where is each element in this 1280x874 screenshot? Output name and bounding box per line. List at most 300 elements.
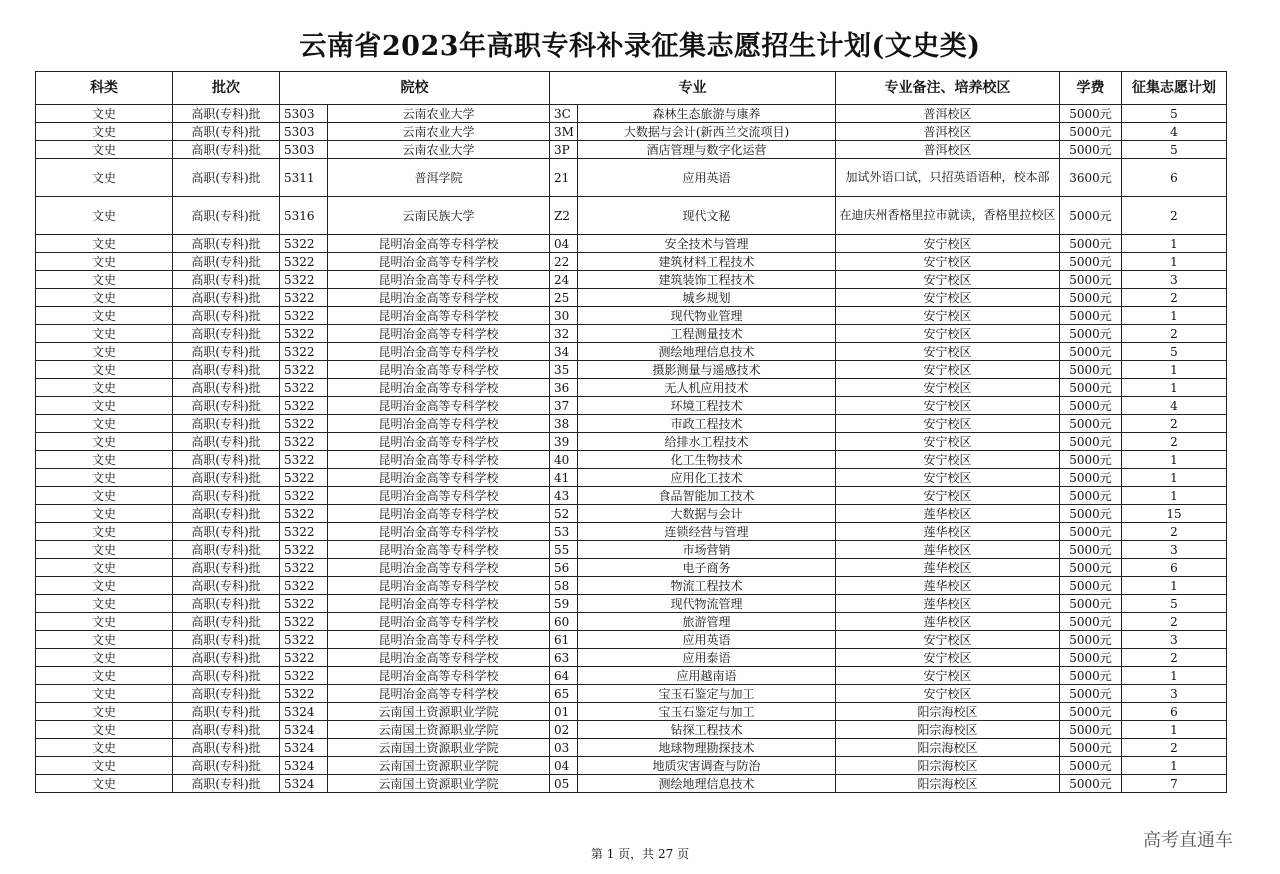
cell-plan: 1 [1122,379,1227,397]
cell-fee: 5000元 [1060,487,1122,505]
cell-fee: 5000元 [1060,757,1122,775]
cell-school: 昆明冶金高等专科学校 [328,631,550,649]
cell-fee: 5000元 [1060,631,1122,649]
cell-plan: 3 [1122,631,1227,649]
cell-major: 给排水工程技术 [578,433,836,451]
cell-plan: 1 [1122,577,1227,595]
cell-note: 安宁校区 [836,667,1060,685]
cell-category: 文史 [36,523,173,541]
cell-batch: 高职(专科)批 [173,523,280,541]
cell-major-code: 53 [550,523,578,541]
cell-fee: 5000元 [1060,397,1122,415]
cell-major-code: 52 [550,505,578,523]
table-row [36,469,1227,487]
cell-note: 安宁校区 [836,649,1060,667]
cell-fee: 5000元 [1060,105,1122,123]
cell-plan: 1 [1122,253,1227,271]
cell-note: 安宁校区 [836,487,1060,505]
cell-major-code: 65 [550,685,578,703]
cell-plan: 3 [1122,271,1227,289]
cell-category: 文史 [36,235,173,253]
cell-note: 在迪庆州香格里拉市就读，香格里拉校区 [836,197,1060,235]
cell-category: 文史 [36,703,173,721]
cell-fee: 5000元 [1060,505,1122,523]
cell-fee: 5000元 [1060,343,1122,361]
cell-school-code: 5322 [280,307,328,325]
cell-fee: 5000元 [1060,451,1122,469]
cell-batch: 高职(专科)批 [173,703,280,721]
cell-school-code: 5303 [280,123,328,141]
cell-category: 文史 [36,307,173,325]
table-row [36,253,1227,271]
cell-note: 安宁校区 [836,469,1060,487]
cell-major: 旅游管理 [578,613,836,631]
cell-school-code: 5322 [280,397,328,415]
cell-school-code: 5322 [280,685,328,703]
cell-school: 昆明冶金高等专科学校 [328,415,550,433]
cell-category: 文史 [36,415,173,433]
cell-batch: 高职(专科)批 [173,397,280,415]
cell-school: 云南国土资源职业学院 [328,775,550,793]
cell-school-code: 5322 [280,325,328,343]
cell-fee: 5000元 [1060,685,1122,703]
cell-school: 昆明冶金高等专科学校 [328,379,550,397]
cell-note: 安宁校区 [836,397,1060,415]
cell-major: 市场营销 [578,541,836,559]
cell-fee: 5000元 [1060,361,1122,379]
table-row [36,667,1227,685]
cell-major: 应用英语 [578,159,836,197]
cell-note: 普洱校区 [836,141,1060,159]
cell-plan: 6 [1122,159,1227,197]
cell-batch: 高职(专科)批 [173,649,280,667]
cell-category: 文史 [36,631,173,649]
cell-major-code: 63 [550,649,578,667]
cell-major: 市政工程技术 [578,415,836,433]
cell-major-code: 30 [550,307,578,325]
cell-batch: 高职(专科)批 [173,487,280,505]
table-row [36,487,1227,505]
cell-batch: 高职(专科)批 [173,433,280,451]
table-row [36,631,1227,649]
cell-category: 文史 [36,379,173,397]
cell-note: 莲华校区 [836,613,1060,631]
cell-school-code: 5322 [280,613,328,631]
cell-category: 文史 [36,141,173,159]
cell-major-code: 41 [550,469,578,487]
cell-school: 昆明冶金高等专科学校 [328,469,550,487]
cell-major-code: 34 [550,343,578,361]
cell-major: 现代文秘 [578,197,836,235]
cell-school-code: 5316 [280,197,328,235]
cell-category: 文史 [36,469,173,487]
cell-plan: 6 [1122,559,1227,577]
cell-fee: 5000元 [1060,739,1122,757]
cell-major: 应用化工技术 [578,469,836,487]
cell-batch: 高职(专科)批 [173,721,280,739]
table-row [36,271,1227,289]
cell-school-code: 5311 [280,159,328,197]
cell-plan: 4 [1122,397,1227,415]
cell-major: 测绘地理信息技术 [578,775,836,793]
cell-school-code: 5322 [280,505,328,523]
cell-batch: 高职(专科)批 [173,307,280,325]
table-row [36,703,1227,721]
cell-school: 昆明冶金高等专科学校 [328,325,550,343]
cell-plan: 1 [1122,487,1227,505]
cell-school-code: 5324 [280,703,328,721]
cell-note: 莲华校区 [836,577,1060,595]
cell-category: 文史 [36,325,173,343]
cell-fee: 5000元 [1060,307,1122,325]
cell-school-code: 5324 [280,757,328,775]
cell-major: 测绘地理信息技术 [578,343,836,361]
cell-major-code: 43 [550,487,578,505]
cell-major: 森林生态旅游与康养 [578,105,836,123]
cell-school-code: 5322 [280,289,328,307]
cell-major: 地质灾害调查与防治 [578,757,836,775]
cell-batch: 高职(专科)批 [173,235,280,253]
cell-plan: 6 [1122,703,1227,721]
cell-major-code: 3M [550,123,578,141]
cell-fee: 5000元 [1060,235,1122,253]
cell-fee: 5000元 [1060,649,1122,667]
cell-batch: 高职(专科)批 [173,141,280,159]
cell-major: 地球物理勘探技术 [578,739,836,757]
cell-major-code: 58 [550,577,578,595]
cell-school-code: 5322 [280,595,328,613]
table-row [36,559,1227,577]
table-row [36,721,1227,739]
cell-category: 文史 [36,595,173,613]
cell-note: 加试外语口试，只招英语语种，校本部 [836,159,1060,197]
cell-note: 安宁校区 [836,631,1060,649]
cell-school-code: 5324 [280,721,328,739]
cell-major: 摄影测量与遥感技术 [578,361,836,379]
cell-batch: 高职(专科)批 [173,775,280,793]
cell-batch: 高职(专科)批 [173,197,280,235]
cell-major-code: 32 [550,325,578,343]
cell-major: 宝玉石鉴定与加工 [578,703,836,721]
cell-major-code: 04 [550,235,578,253]
header-note: 专业备注、培养校区 [836,72,1060,105]
cell-category: 文史 [36,433,173,451]
cell-fee: 5000元 [1060,433,1122,451]
cell-fee: 5000元 [1060,289,1122,307]
cell-plan: 5 [1122,141,1227,159]
cell-batch: 高职(专科)批 [173,123,280,141]
cell-note: 安宁校区 [836,289,1060,307]
cell-school: 昆明冶金高等专科学校 [328,487,550,505]
cell-category: 文史 [36,577,173,595]
cell-major: 建筑材料工程技术 [578,253,836,271]
cell-category: 文史 [36,105,173,123]
cell-batch: 高职(专科)批 [173,343,280,361]
cell-note: 安宁校区 [836,379,1060,397]
table-header-row [36,72,1227,105]
cell-note: 普洱校区 [836,123,1060,141]
cell-fee: 5000元 [1060,469,1122,487]
cell-school-code: 5322 [280,631,328,649]
cell-plan: 4 [1122,123,1227,141]
cell-plan: 2 [1122,613,1227,631]
cell-plan: 5 [1122,343,1227,361]
cell-plan: 1 [1122,757,1227,775]
cell-school: 昆明冶金高等专科学校 [328,307,550,325]
cell-note: 安宁校区 [836,253,1060,271]
cell-major-code: 39 [550,433,578,451]
cell-batch: 高职(专科)批 [173,739,280,757]
cell-fee: 5000元 [1060,541,1122,559]
table-row [36,397,1227,415]
cell-major: 连锁经营与管理 [578,523,836,541]
cell-major: 应用英语 [578,631,836,649]
cell-note: 莲华校区 [836,541,1060,559]
cell-school: 昆明冶金高等专科学校 [328,253,550,271]
cell-note: 莲华校区 [836,559,1060,577]
cell-school-code: 5303 [280,105,328,123]
cell-category: 文史 [36,613,173,631]
cell-major-code: 40 [550,451,578,469]
cell-plan: 7 [1122,775,1227,793]
cell-batch: 高职(专科)批 [173,595,280,613]
cell-plan: 1 [1122,667,1227,685]
cell-major: 物流工程技术 [578,577,836,595]
table-row [36,775,1227,793]
cell-category: 文史 [36,757,173,775]
table-row [36,307,1227,325]
cell-category: 文史 [36,559,173,577]
cell-fee: 5000元 [1060,253,1122,271]
cell-major-code: 61 [550,631,578,649]
cell-batch: 高职(专科)批 [173,451,280,469]
table-row [36,141,1227,159]
cell-plan: 2 [1122,649,1227,667]
cell-fee: 5000元 [1060,595,1122,613]
cell-fee: 5000元 [1060,775,1122,793]
cell-school-code: 5322 [280,253,328,271]
cell-school-code: 5322 [280,433,328,451]
cell-category: 文史 [36,361,173,379]
table-row [36,649,1227,667]
table-row [36,613,1227,631]
table-row [36,105,1227,123]
cell-major-code: 3P [550,141,578,159]
cell-note: 莲华校区 [836,505,1060,523]
cell-major: 建筑装饰工程技术 [578,271,836,289]
cell-major: 食品智能加工技术 [578,487,836,505]
cell-fee: 5000元 [1060,123,1122,141]
cell-plan: 1 [1122,307,1227,325]
cell-school-code: 5322 [280,523,328,541]
cell-school: 云南国土资源职业学院 [328,703,550,721]
cell-note: 安宁校区 [836,307,1060,325]
cell-plan: 15 [1122,505,1227,523]
cell-major: 应用泰语 [578,649,836,667]
cell-school: 云南民族大学 [328,197,550,235]
admission-plan-table [35,71,1227,793]
cell-batch: 高职(专科)批 [173,253,280,271]
cell-school: 昆明冶金高等专科学校 [328,397,550,415]
table-row [36,541,1227,559]
cell-major: 现代物流管理 [578,595,836,613]
cell-school: 昆明冶金高等专科学校 [328,271,550,289]
cell-major: 无人机应用技术 [578,379,836,397]
cell-batch: 高职(专科)批 [173,105,280,123]
cell-major: 大数据与会计 [578,505,836,523]
cell-plan: 2 [1122,433,1227,451]
cell-school: 昆明冶金高等专科学校 [328,505,550,523]
cell-fee: 5000元 [1060,271,1122,289]
cell-note: 安宁校区 [836,343,1060,361]
cell-major: 电子商务 [578,559,836,577]
table-row [36,361,1227,379]
cell-major: 钻探工程技术 [578,721,836,739]
cell-note: 安宁校区 [836,685,1060,703]
cell-fee: 5000元 [1060,613,1122,631]
table-row [36,159,1227,197]
table-row [36,235,1227,253]
cell-major: 环境工程技术 [578,397,836,415]
page-title: 云南省2023年高职专科补录征集志愿招生计划(文史类) [299,31,981,62]
cell-note: 莲华校区 [836,595,1060,613]
cell-major-code: 25 [550,289,578,307]
table-row [36,505,1227,523]
cell-plan: 2 [1122,415,1227,433]
cell-batch: 高职(专科)批 [173,361,280,379]
cell-batch: 高职(专科)批 [173,325,280,343]
cell-note: 安宁校区 [836,361,1060,379]
table-row [36,685,1227,703]
cell-category: 文史 [36,505,173,523]
table-row [36,415,1227,433]
cell-category: 文史 [36,197,173,235]
cell-school: 云南国土资源职业学院 [328,739,550,757]
cell-note: 阳宗海校区 [836,739,1060,757]
cell-category: 文史 [36,451,173,469]
cell-batch: 高职(专科)批 [173,757,280,775]
cell-fee: 3600元 [1060,159,1122,197]
cell-school: 昆明冶金高等专科学校 [328,595,550,613]
cell-plan: 1 [1122,235,1227,253]
cell-plan: 5 [1122,595,1227,613]
cell-batch: 高职(专科)批 [173,667,280,685]
cell-school-code: 5303 [280,141,328,159]
cell-batch: 高职(专科)批 [173,379,280,397]
cell-fee: 5000元 [1060,721,1122,739]
cell-major-code: 59 [550,595,578,613]
cell-school: 云南农业大学 [328,123,550,141]
cell-category: 文史 [36,253,173,271]
cell-batch: 高职(专科)批 [173,541,280,559]
cell-major-code: Z2 [550,197,578,235]
cell-major-code: 04 [550,757,578,775]
cell-plan: 2 [1122,523,1227,541]
cell-major: 大数据与会计(新西兰交流项目) [578,123,836,141]
cell-school-code: 5324 [280,739,328,757]
cell-school-code: 5324 [280,775,328,793]
cell-school-code: 5322 [280,415,328,433]
cell-category: 文史 [36,649,173,667]
cell-plan: 2 [1122,325,1227,343]
cell-batch: 高职(专科)批 [173,613,280,631]
table-row [36,123,1227,141]
cell-batch: 高职(专科)批 [173,559,280,577]
cell-school: 云南国土资源职业学院 [328,757,550,775]
cell-plan: 5 [1122,105,1227,123]
table-row [36,523,1227,541]
page-number: 第 1 页，共 27 页 [590,847,690,861]
cell-category: 文史 [36,775,173,793]
cell-plan: 2 [1122,289,1227,307]
cell-major-code: 24 [550,271,578,289]
header-batch: 批次 [173,72,280,105]
table-row [36,451,1227,469]
cell-major-code: 55 [550,541,578,559]
cell-major-code: 64 [550,667,578,685]
cell-school: 昆明冶金高等专科学校 [328,541,550,559]
cell-fee: 5000元 [1060,325,1122,343]
cell-major-code: 36 [550,379,578,397]
table-row [36,577,1227,595]
cell-major: 工程测量技术 [578,325,836,343]
cell-school-code: 5322 [280,487,328,505]
cell-major: 酒店管理与数字化运营 [578,141,836,159]
cell-note: 安宁校区 [836,451,1060,469]
cell-plan: 3 [1122,541,1227,559]
cell-major-code: 22 [550,253,578,271]
cell-school: 昆明冶金高等专科学校 [328,289,550,307]
cell-school: 昆明冶金高等专科学校 [328,433,550,451]
cell-major-code: 05 [550,775,578,793]
table-row [36,197,1227,235]
cell-category: 文史 [36,271,173,289]
cell-batch: 高职(专科)批 [173,159,280,197]
cell-fee: 5000元 [1060,415,1122,433]
cell-category: 文史 [36,739,173,757]
cell-school-code: 5322 [280,451,328,469]
cell-plan: 3 [1122,685,1227,703]
cell-note: 阳宗海校区 [836,757,1060,775]
cell-school: 云南农业大学 [328,141,550,159]
cell-fee: 5000元 [1060,141,1122,159]
header-category: 科类 [36,72,173,105]
cell-school: 云南国土资源职业学院 [328,721,550,739]
cell-fee: 5000元 [1060,197,1122,235]
cell-school: 昆明冶金高等专科学校 [328,649,550,667]
cell-school: 昆明冶金高等专科学校 [328,613,550,631]
cell-batch: 高职(专科)批 [173,685,280,703]
table-row [36,379,1227,397]
cell-batch: 高职(专科)批 [173,505,280,523]
cell-major: 安全技术与管理 [578,235,836,253]
table-row [36,289,1227,307]
cell-school-code: 5322 [280,379,328,397]
cell-school-code: 5322 [280,235,328,253]
cell-school-code: 5322 [280,541,328,559]
cell-major-code: 37 [550,397,578,415]
cell-school: 昆明冶金高等专科学校 [328,667,550,685]
cell-major-code: 21 [550,159,578,197]
cell-major: 现代物业管理 [578,307,836,325]
cell-school: 昆明冶金高等专科学校 [328,451,550,469]
cell-school-code: 5322 [280,343,328,361]
cell-plan: 1 [1122,469,1227,487]
cell-note: 阳宗海校区 [836,721,1060,739]
table-row [36,595,1227,613]
cell-fee: 5000元 [1060,577,1122,595]
cell-category: 文史 [36,721,173,739]
